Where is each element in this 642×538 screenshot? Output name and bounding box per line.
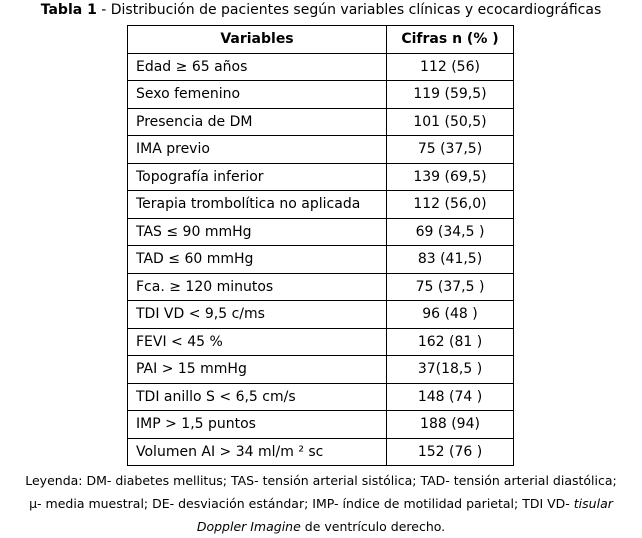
table-row [128, 218, 514, 246]
value-cell: 112 (56) [387, 53, 514, 81]
value-cell: 75 (37,5) [387, 136, 514, 164]
legend-line-2 [0, 492, 642, 515]
variable-cell: IMA previo [128, 136, 387, 164]
variable-cell: FEVI < 45 % [128, 328, 387, 356]
value-cell: 37(18,5 ) [387, 356, 514, 384]
value-cell: 96 (48 ) [387, 301, 514, 329]
table-row [128, 273, 514, 301]
table-row [128, 191, 514, 219]
table-row [128, 301, 514, 329]
table-label: Tabla 1 [40, 2, 97, 18]
table-row [128, 136, 514, 164]
column-header-variables: Variables [128, 26, 387, 54]
table-row [128, 163, 514, 191]
table-row [128, 438, 514, 466]
variable-cell: Fca. ≥ 120 minutos [128, 273, 387, 301]
variable-cell: TDI VD < 9,5 c/ms [128, 301, 387, 329]
table-row [128, 383, 514, 411]
legend-line-3-italic: Doppler Imagine [196, 519, 301, 534]
value-cell: 75 (37,5 ) [387, 273, 514, 301]
table-title: - Distribución de pacientes según variables clínicas y ecocardiográficas [96, 2, 602, 18]
legend-line-2-text: μ- media muestral; DE- desviación estándar; IMP- índice de motilidad parietal; TDI VD- [29, 496, 574, 511]
legend-line-1: Leyenda: DM- diabetes mellitus; TAS- tensión arterial sistólica; TAD- tensión arterial diastólica; [25, 473, 617, 488]
value-cell: 101 (50,5) [387, 108, 514, 136]
variable-cell: Terapia trombolítica no aplicada [128, 191, 387, 219]
table-row [128, 108, 514, 136]
variable-cell: Edad ≥ 65 años [128, 53, 387, 81]
value-cell: 112 (56,0) [387, 191, 514, 219]
value-cell: 139 (69,5) [387, 163, 514, 191]
legend-line-2-italic: tisular [573, 496, 613, 511]
variable-cell: Volumen AI > 34 ml/m ² sc [128, 438, 387, 466]
variable-cell: IMP > 1,5 puntos [128, 411, 387, 439]
variable-cell: TDI anillo S < 6,5 cm/s [128, 383, 387, 411]
table-caption [0, 1, 642, 19]
variable-cell: TAS ≤ 90 mmHg [128, 218, 387, 246]
table-row [128, 53, 514, 81]
table-row [128, 246, 514, 274]
variable-cell: TAD ≤ 60 mmHg [128, 246, 387, 274]
column-header-cifras: Cifras n (% ) [387, 26, 514, 54]
value-cell: 69 (34,5 ) [387, 218, 514, 246]
value-cell: 162 (81 ) [387, 328, 514, 356]
legend-line-3-text: de ventrículo derecho. [300, 519, 446, 534]
value-cell: 119 (59,5) [387, 81, 514, 109]
table-row [128, 328, 514, 356]
table-row [128, 356, 514, 384]
variable-cell: Topografía inferior [128, 163, 387, 191]
value-cell: 148 (74 ) [387, 383, 514, 411]
variable-cell: Presencia de DM [128, 108, 387, 136]
value-cell: 188 (94) [387, 411, 514, 439]
patient-distribution-table [127, 25, 514, 466]
variable-cell: Sexo femenino [128, 81, 387, 109]
variable-cell: PAI > 15 mmHg [128, 356, 387, 384]
legend-line-3 [0, 515, 642, 538]
table-header-row [128, 26, 514, 54]
table-row [128, 81, 514, 109]
value-cell: 83 (41,5) [387, 246, 514, 274]
table-row [128, 411, 514, 439]
value-cell: 152 (76 ) [387, 438, 514, 466]
table-legend [0, 469, 642, 538]
